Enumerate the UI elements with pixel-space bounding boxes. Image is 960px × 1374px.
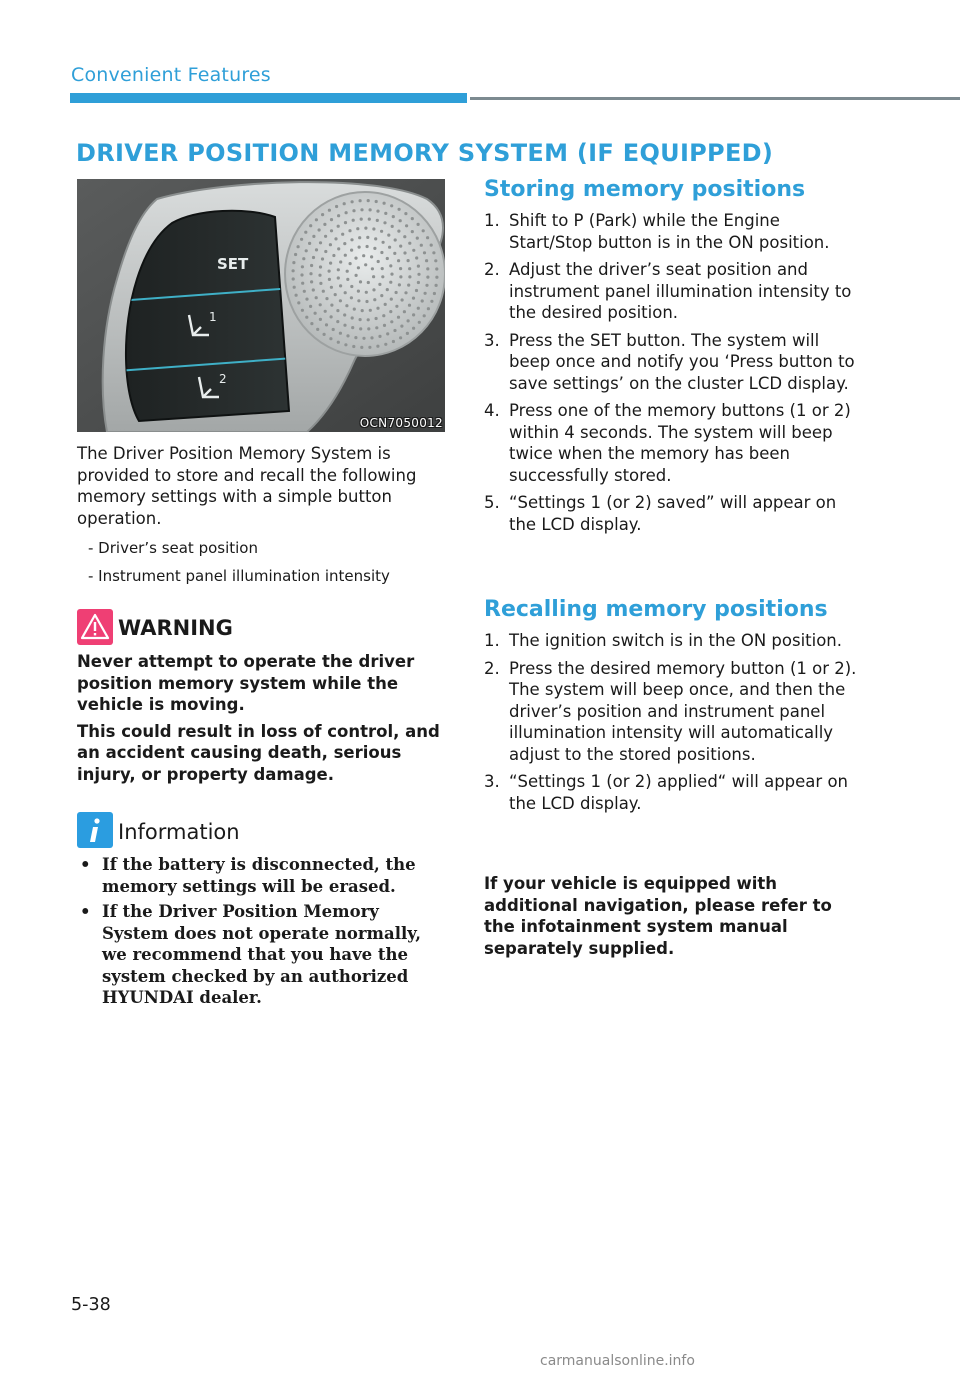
step-text: “Settings 1 (or 2) applied“ will appear on the LCD display. xyxy=(509,772,848,813)
step-text: “Settings 1 (or 2) saved” will appear on the LCD display. xyxy=(509,493,837,534)
page-title: DRIVER POSITION MEMORY SYSTEM (IF EQUIPPED) xyxy=(76,139,774,167)
step-text: The ignition switch is in the ON position. xyxy=(509,631,843,650)
step-number: 3. xyxy=(484,330,500,350)
figure-code: OCN7050012 xyxy=(359,416,443,430)
step-text: Press the desired memory button (1 or 2). The system will beep once, and then the driver’s position and instrument panel illumination intensity will automatically adjust to the stored positions. xyxy=(509,658,857,764)
step-item xyxy=(484,658,864,766)
step-number: 2. xyxy=(484,260,500,279)
recalling-title: Recalling memory positions xyxy=(484,597,828,622)
information-text: If the battery is disconnected, the memory settings will be erased. xyxy=(102,855,416,896)
speaker-grille xyxy=(285,192,445,356)
header-rule-grey xyxy=(470,97,960,100)
step-item xyxy=(484,210,864,253)
navigation-note: If your vehicle is equipped with additional navigation, please refer to the infotainment system manual separately supplied. xyxy=(484,874,832,958)
warning-body xyxy=(77,651,447,790)
warning-title: WARNING xyxy=(118,616,233,640)
list-item xyxy=(79,854,439,897)
list-item: - Instrument panel illumination intensity xyxy=(88,567,390,585)
door-panel-illustration xyxy=(77,179,445,432)
step-number: 1. xyxy=(484,211,500,230)
step-text: Shift to P (Park) while the Engine Start/Stop button is in the ON position. xyxy=(509,211,830,252)
information-list xyxy=(79,854,439,1013)
step-item xyxy=(484,259,864,324)
bullet: • xyxy=(80,902,91,921)
page-number: 5-38 xyxy=(71,1295,111,1315)
watermark: carmanualsonline.info xyxy=(540,1353,695,1369)
intro-paragraph: The Driver Position Memory System is provided to store and recall the following memory settings with a simple button operation. xyxy=(77,444,417,528)
step-text: Press one of the memory buttons (1 or 2) within 4 seconds. The system will beep twice when the memory has been successfully stored. xyxy=(509,401,851,485)
storing-steps xyxy=(484,210,864,541)
step-number: 4. xyxy=(484,401,500,420)
information-text: If the Driver Position Memory System does not operate normally, we recommend that you have the system checked by an authorized HYUNDAI dealer. xyxy=(102,902,421,1007)
header-rule-accent xyxy=(70,93,467,103)
warning-text: Never attempt to operate the driver position memory system while the vehicle is moving. xyxy=(77,652,415,714)
step-item xyxy=(484,400,864,486)
step-text: Press the SET button. The system will beep once and notify you ‘Press button to save settings’ on the cluster LCD display. xyxy=(509,330,855,393)
set-button-label: SET xyxy=(217,255,249,273)
memory-buttons-figure xyxy=(77,179,445,432)
step-number: 5. xyxy=(484,493,500,512)
information-title: Information xyxy=(118,820,240,844)
section-header: Convenient Features xyxy=(71,64,271,86)
step-number: 3. xyxy=(484,772,500,791)
bullet: • xyxy=(80,855,91,874)
step-item xyxy=(484,771,864,814)
svg-text:1: 1 xyxy=(209,310,217,324)
step-number: 1. xyxy=(484,631,500,650)
recalling-steps xyxy=(484,630,864,820)
info-icon xyxy=(77,812,113,848)
memory-settings-list xyxy=(88,534,448,590)
step-item xyxy=(484,630,864,652)
list-item xyxy=(79,901,439,1009)
step-item xyxy=(484,492,864,535)
warning-triangle-icon xyxy=(77,609,113,645)
svg-text:2: 2 xyxy=(219,372,227,386)
storing-title: Storing memory positions xyxy=(484,177,806,202)
list-item: - Driver’s seat position xyxy=(88,539,258,557)
step-number: 2. xyxy=(484,658,500,678)
step-item xyxy=(484,330,864,395)
warning-text: This could result in loss of control, and an accident causing death, serious injury, or property damage. xyxy=(77,721,440,784)
step-text: Adjust the driver’s seat position and instrument panel illumination intensity to the desired position. xyxy=(509,260,852,322)
